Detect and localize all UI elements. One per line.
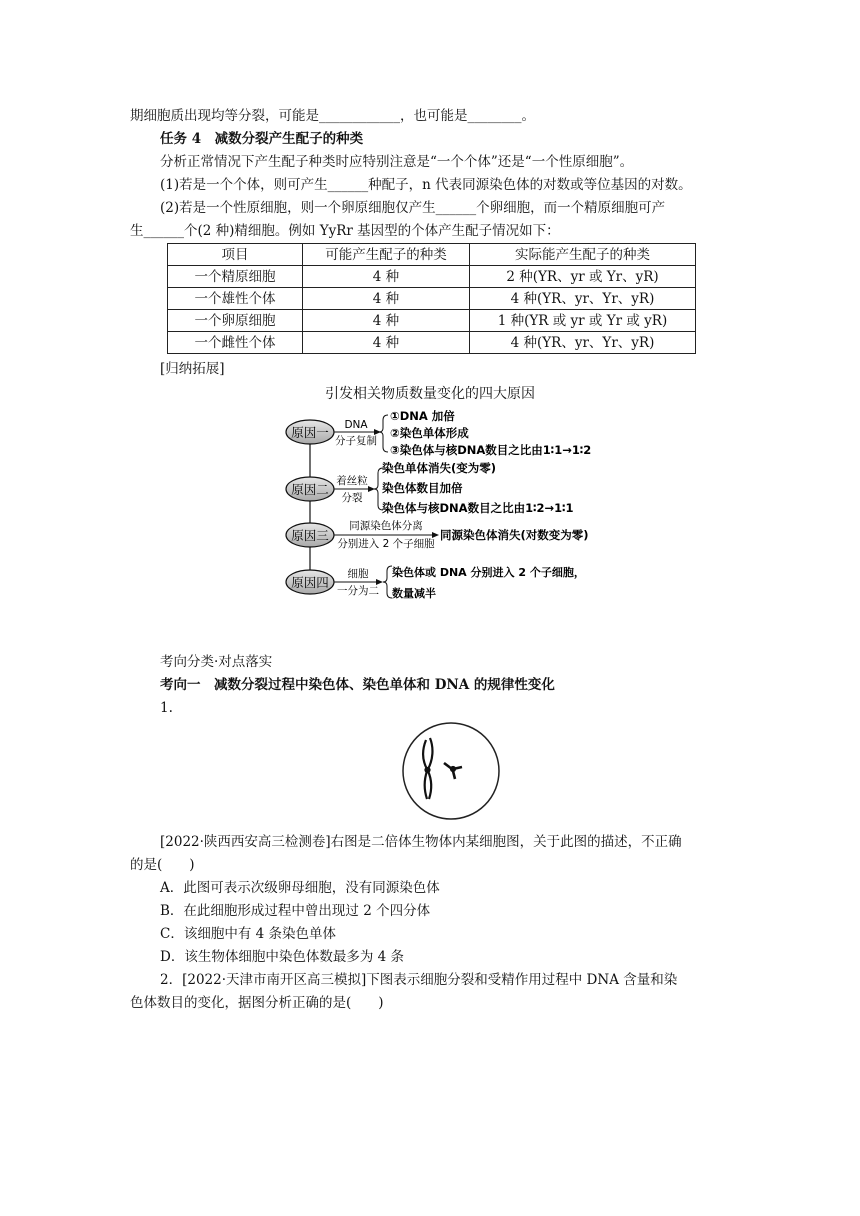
cause-3-arrow-bottom: 分别进入 2 个子细胞	[337, 538, 435, 550]
table-cell: 1 种(YR 或 yr 或 Yr 或 yR)	[470, 310, 696, 332]
cause-1-arrow-bottom: 分子复制	[335, 435, 377, 447]
four-causes-diagram	[270, 408, 670, 604]
cause-2-item: 染色体与核DNA数目之比由1∶2→1∶1	[382, 501, 574, 515]
point-2-line-1: (2)若是一个性原细胞，则一个卵原细胞仅产生______个卵细胞，而一个精原细胞可产	[160, 200, 666, 216]
table-cell: 4 种	[303, 266, 470, 288]
table-header: 可能产生配子的种类	[303, 244, 470, 266]
table-cell: 一个卵原细胞	[168, 310, 303, 332]
cause-1-label: 原因一	[291, 425, 329, 440]
table-cell: 一个精原细胞	[168, 266, 303, 288]
cause-3-label: 原因三	[291, 528, 329, 543]
option-b: B．在此细胞形成过程中曾出现过 2 个四分体	[160, 903, 431, 919]
table-cell: 4 种	[303, 310, 470, 332]
cause-4-item: 数量减半	[392, 587, 436, 600]
summary-label: [归纳拓展]	[160, 361, 225, 377]
table-row	[168, 288, 696, 310]
cause-3-arrow-top: 同源染色体分离	[349, 520, 423, 532]
table-cell: 4 种(YR、yr、Yr、yR)	[470, 288, 696, 310]
cause-3-result: 同源染色体消失(对数变为零)	[440, 528, 589, 542]
task4-heading: 任务 4 减数分裂产生配子的种类	[160, 131, 364, 147]
table-cell: 4 种	[303, 332, 470, 354]
cause-2-arrow-bottom: 分裂	[341, 492, 363, 504]
question-1-number: 1.	[160, 700, 173, 716]
table-header: 项目	[168, 244, 303, 266]
cause-1-brace	[379, 415, 388, 452]
table-row	[168, 266, 696, 288]
direction-1-heading: 考向一 减数分裂过程中染色体、染色单体和 DNA 的规律性变化	[160, 677, 555, 693]
question-1-stem-line-2: 的是( )	[130, 857, 195, 873]
table-row	[168, 310, 696, 332]
cause-4-brace	[383, 566, 392, 598]
question-2-stem-line-1: 2．[2022·天津市南开区高三模拟]下图表示细胞分裂和受精作用过程中 DNA 含量和染	[160, 972, 678, 988]
text-line-1: 期细胞质出现均等分裂，可能是____________，也可能是________。	[130, 108, 535, 124]
analysis-paragraph: 分析正常情况下产生配子种类时应特别注意是“一个个体”还是“一个性原细胞”。	[160, 154, 634, 170]
cause-4-label: 原因四	[291, 575, 329, 590]
diagram-title: 引发相关物质数量变化的四大原因	[325, 386, 535, 402]
cause-1-arrow-top: DNA	[344, 419, 368, 431]
table-cell: 2 种(YR、yr 或 Yr、yR)	[470, 266, 696, 288]
cause-2-label: 原因二	[291, 482, 329, 497]
table-row	[168, 332, 696, 354]
gamete-table	[167, 243, 696, 354]
table-cell: 一个雄性个体	[168, 288, 303, 310]
cause-2-item: 染色单体消失(变为零)	[382, 461, 497, 475]
classify-heading: 考向分类·对点落实	[160, 654, 273, 670]
cause-2-item: 染色体数目加倍	[382, 481, 463, 495]
cause-2-arrow-top: 着丝粒	[336, 475, 368, 487]
cause-4-arrow-top: 细胞	[347, 568, 369, 580]
option-d: D．该生物体细胞中染色体数最多为 4 条	[160, 949, 404, 965]
cause-1-item: ③染色体与核DNA数目之比由1∶1→1∶2	[390, 443, 592, 457]
question-2-stem-line-2: 色体数目的变化，据图分析正确的是( )	[130, 995, 384, 1011]
table-cell: 4 种	[303, 288, 470, 310]
table-cell: 一个雌性个体	[168, 332, 303, 354]
option-a: A．此图可表示次级卵母细胞，没有同源染色体	[160, 880, 440, 896]
point-1: (1)若是一个个体，则可产生______种配子，n 代表同源染色体的对数或等位基因的对数。	[160, 177, 692, 193]
table-header-row	[168, 244, 696, 266]
cause-4-arrow-bottom: 一分为二	[337, 585, 379, 597]
point-2-line-2: 生______个(2 种)精细胞。例如 YyRr 基因型的个体产生配子情况如下：	[130, 223, 560, 239]
table-header: 实际能产生配子的种类	[470, 244, 696, 266]
question-1-stem-line-1: [2022·陕西西安高三检测卷]右图是二倍体生物体内某细胞图，关于此图的描述，不正确	[160, 834, 682, 850]
cell-diagram-image	[400, 720, 502, 822]
table-cell: 4 种(YR、yr、Yr、yR)	[470, 332, 696, 354]
cause-1-item: ②染色单体形成	[390, 426, 469, 440]
option-c: C．该细胞中有 4 条染色单体	[160, 926, 337, 942]
cause-1-item: ①DNA 加倍	[390, 409, 455, 423]
cause-4-item: 染色体或 DNA 分别进入 2 个子细胞，	[392, 566, 585, 579]
